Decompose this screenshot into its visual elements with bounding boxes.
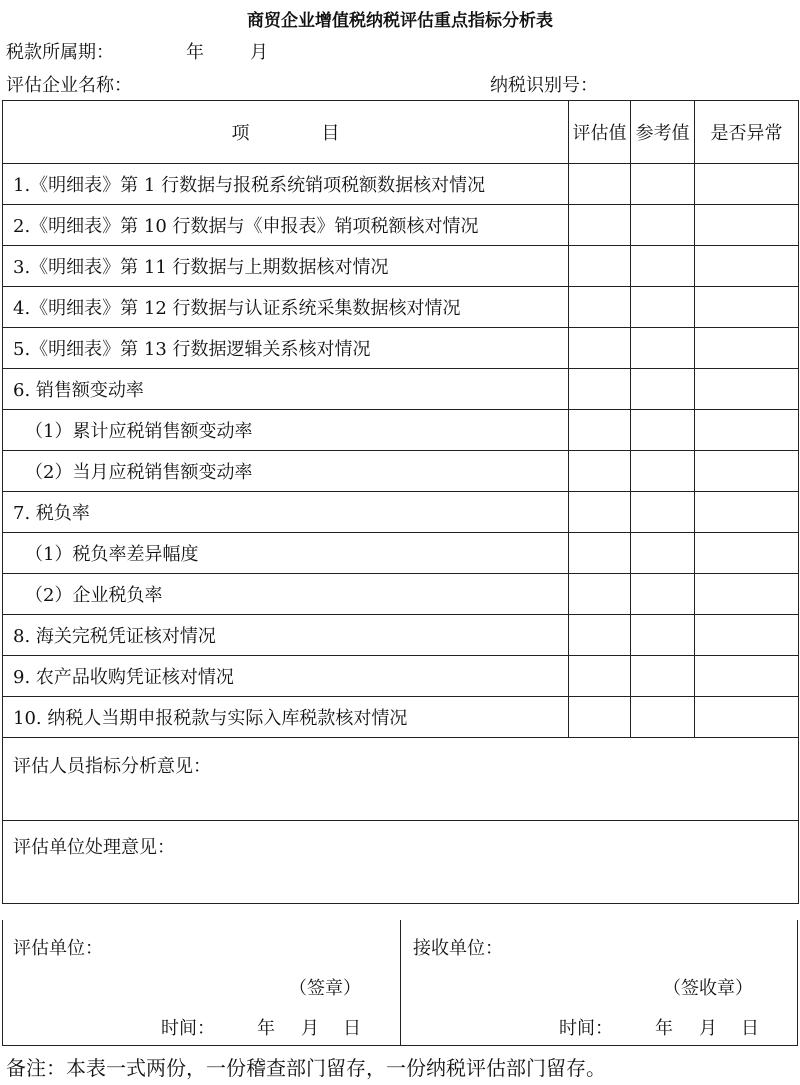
row-item: 6. 销售额变动率 bbox=[3, 369, 569, 410]
ref-cell[interactable] bbox=[631, 533, 695, 574]
ref-cell[interactable] bbox=[631, 656, 695, 697]
assess-cell[interactable] bbox=[569, 492, 631, 533]
right-time-day: 日 bbox=[741, 1018, 759, 1039]
row-item: （2）企业税负率 bbox=[3, 574, 569, 615]
ref-cell[interactable] bbox=[631, 328, 695, 369]
table-row bbox=[3, 492, 799, 533]
abnormal-cell[interactable] bbox=[695, 287, 799, 328]
assess-cell[interactable] bbox=[569, 369, 631, 410]
ref-cell[interactable] bbox=[631, 615, 695, 656]
table-row bbox=[3, 164, 799, 205]
staff-opinion-cell[interactable] bbox=[3, 738, 799, 821]
table-row bbox=[3, 205, 799, 246]
period-month: 月 bbox=[250, 42, 268, 63]
ref-cell[interactable] bbox=[631, 492, 695, 533]
footnote: 备注：本表一式两份，一份稽查部门留存，一份纳税评估部门留存。 bbox=[6, 1056, 606, 1080]
form-title: 商贸企业增值税纳税评估重点指标分析表 bbox=[247, 11, 553, 31]
right-time-year: 年 bbox=[655, 1018, 673, 1039]
assess-cell[interactable] bbox=[569, 615, 631, 656]
assess-cell[interactable] bbox=[569, 451, 631, 492]
table-header bbox=[3, 101, 799, 164]
ref-cell[interactable] bbox=[631, 451, 695, 492]
row-item: 2.《明细表》第 10 行数据与《申报表》销项税额核对情况 bbox=[3, 205, 569, 246]
assess-cell[interactable] bbox=[569, 164, 631, 205]
row-item: 1.《明细表》第 1 行数据与报税系统销项税额数据核对情况 bbox=[3, 164, 569, 205]
left-time-month: 月 bbox=[301, 1018, 319, 1039]
row-item: 5.《明细表》第 13 行数据逻辑关系核对情况 bbox=[3, 328, 569, 369]
indicator-table bbox=[2, 100, 799, 904]
abnormal-cell[interactable] bbox=[695, 615, 799, 656]
ref-cell[interactable] bbox=[631, 369, 695, 410]
ref-cell[interactable] bbox=[631, 574, 695, 615]
table-row bbox=[3, 615, 799, 656]
row-item: 10. 纳税人当期申报税款与实际入库税款核对情况 bbox=[3, 697, 569, 738]
taxid-label: 纳税识别号： bbox=[490, 75, 598, 96]
right-time-label: 时间： bbox=[559, 1018, 613, 1039]
signature-block bbox=[2, 920, 798, 1046]
abnormal-cell[interactable] bbox=[695, 492, 799, 533]
table-row bbox=[3, 328, 799, 369]
table-row bbox=[3, 410, 799, 451]
table-row bbox=[3, 246, 799, 287]
abnormal-cell[interactable] bbox=[695, 697, 799, 738]
col-item-header: 项 目 bbox=[3, 101, 569, 164]
unit-opinion-label: 评估单位处理意见： bbox=[13, 837, 175, 858]
abnormal-cell[interactable] bbox=[695, 574, 799, 615]
assessing-stamp: （签章） bbox=[289, 978, 361, 999]
ref-cell[interactable] bbox=[631, 205, 695, 246]
staff-opinion-label: 评估人员指标分析意见： bbox=[13, 756, 211, 777]
abnormal-cell[interactable] bbox=[695, 369, 799, 410]
row-item: 8. 海关完税凭证核对情况 bbox=[3, 615, 569, 656]
assess-cell[interactable] bbox=[569, 287, 631, 328]
receiving-unit-label: 接收单位： bbox=[413, 938, 503, 959]
period-label: 税款所属期： bbox=[6, 42, 114, 63]
assess-cell[interactable] bbox=[569, 533, 631, 574]
row-item: （1）累计应税销售额变动率 bbox=[3, 410, 569, 451]
row-item: 7. 税负率 bbox=[3, 492, 569, 533]
abnormal-cell[interactable] bbox=[695, 533, 799, 574]
table-row bbox=[3, 656, 799, 697]
row-item: 4.《明细表》第 12 行数据与认证系统采集数据核对情况 bbox=[3, 287, 569, 328]
abnormal-cell[interactable] bbox=[695, 410, 799, 451]
row-item: 9. 农产品收购凭证核对情况 bbox=[3, 656, 569, 697]
abnormal-cell[interactable] bbox=[695, 246, 799, 287]
table-row bbox=[3, 287, 799, 328]
left-time-day: 日 bbox=[343, 1018, 361, 1039]
table-row bbox=[3, 574, 799, 615]
ref-cell[interactable] bbox=[631, 697, 695, 738]
abnormal-cell[interactable] bbox=[695, 656, 799, 697]
table-row bbox=[3, 697, 799, 738]
assessing-unit-label: 评估单位： bbox=[13, 938, 103, 959]
unit-opinion-row bbox=[3, 821, 799, 904]
abnormal-cell[interactable] bbox=[695, 451, 799, 492]
receiving-stamp: （签收章） bbox=[663, 978, 753, 999]
row-item: 3.《明细表》第 11 行数据与上期数据核对情况 bbox=[3, 246, 569, 287]
assess-cell[interactable] bbox=[569, 328, 631, 369]
company-label: 评估企业名称： bbox=[6, 75, 132, 96]
table-row bbox=[3, 451, 799, 492]
left-time-year: 年 bbox=[257, 1018, 275, 1039]
ref-cell[interactable] bbox=[631, 410, 695, 451]
assess-cell[interactable] bbox=[569, 410, 631, 451]
abnormal-cell[interactable] bbox=[695, 164, 799, 205]
abnormal-cell[interactable] bbox=[695, 205, 799, 246]
assess-cell[interactable] bbox=[569, 697, 631, 738]
ref-cell[interactable] bbox=[631, 287, 695, 328]
ref-cell[interactable] bbox=[631, 164, 695, 205]
table-row bbox=[3, 533, 799, 574]
assess-cell[interactable] bbox=[569, 246, 631, 287]
col-assess-header: 评估值 bbox=[569, 101, 631, 164]
row-item: （2）当月应税销售额变动率 bbox=[3, 451, 569, 492]
staff-opinion-row bbox=[3, 738, 799, 821]
table-row bbox=[3, 369, 799, 410]
period-year: 年 bbox=[186, 42, 204, 63]
unit-opinion-cell[interactable] bbox=[3, 821, 799, 904]
abnormal-cell[interactable] bbox=[695, 328, 799, 369]
col-abnormal-header: 是否异常 bbox=[695, 101, 799, 164]
col-ref-header: 参考值 bbox=[631, 101, 695, 164]
left-time-label: 时间： bbox=[161, 1018, 215, 1039]
assess-cell[interactable] bbox=[569, 574, 631, 615]
assess-cell[interactable] bbox=[569, 205, 631, 246]
assess-cell[interactable] bbox=[569, 656, 631, 697]
right-time-month: 月 bbox=[699, 1018, 717, 1039]
ref-cell[interactable] bbox=[631, 246, 695, 287]
row-item: （1）税负率差异幅度 bbox=[3, 533, 569, 574]
sign-left bbox=[3, 920, 797, 1045]
